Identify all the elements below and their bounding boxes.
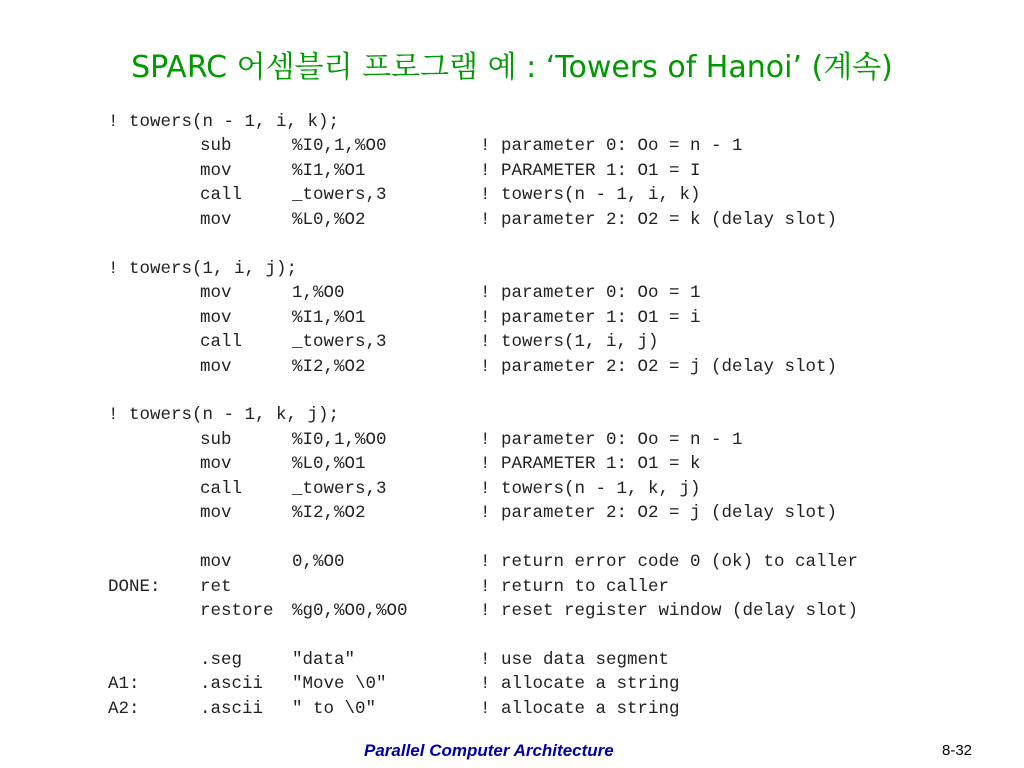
- code-line: [0, 208, 1024, 232]
- code-operands: %I1,%O1: [292, 307, 366, 328]
- code-operands: "data": [292, 649, 356, 670]
- code-line: [0, 428, 1024, 452]
- code-opcode: mov: [200, 283, 232, 304]
- page-number: 8-32: [942, 742, 973, 759]
- slide-title: SPARC 어셈블리 프로그램 예 : ‘Towers of Hanoi’ (계속): [131, 50, 893, 85]
- code-opcode: call: [200, 478, 243, 499]
- code-operands: %I2,%O2: [292, 356, 366, 377]
- code-line: [0, 648, 1024, 672]
- code-opcode: .seg: [200, 649, 243, 670]
- code-comment: ! parameter 2: O2 = k (delay slot): [480, 209, 838, 230]
- code-comment: ! parameter 2: O2 = j (delay slot): [480, 356, 838, 377]
- code-comment: ! return to caller: [480, 576, 670, 597]
- code-opcode: mov: [200, 503, 232, 524]
- code-label: A1:: [108, 674, 140, 695]
- code-operands: %I2,%O2: [292, 503, 366, 524]
- code-line: [0, 672, 1024, 696]
- code-line: [0, 526, 1024, 550]
- code-operands: 0,%O0: [292, 552, 345, 573]
- code-opcode: sub: [200, 429, 232, 450]
- code-line: [0, 477, 1024, 501]
- code-line: [0, 306, 1024, 330]
- code-line: [0, 452, 1024, 476]
- code-comment: ! parameter 0: Oo = n - 1: [480, 136, 743, 157]
- code-comment: ! return error code 0 (ok) to caller: [480, 552, 859, 573]
- code-comment: ! allocate a string: [480, 698, 680, 719]
- code-opcode: mov: [200, 160, 232, 181]
- code-line: [0, 355, 1024, 379]
- footer-course-name: Parallel Computer Architecture: [364, 741, 614, 760]
- code-operands: " to \0": [292, 698, 377, 719]
- code-comment: ! allocate a string: [480, 674, 680, 695]
- code-opcode: mov: [200, 454, 232, 475]
- code-operands: _towers,3: [292, 185, 387, 206]
- code-label: ! towers(n - 1, i, k);: [108, 112, 340, 132]
- code-operands: %L0,%O2: [292, 209, 366, 230]
- code-operands: %L0,%O1: [292, 454, 366, 475]
- code-line: [0, 281, 1024, 305]
- code-operands: 1,%O0: [292, 283, 345, 304]
- code-opcode: mov: [200, 307, 232, 328]
- code-operands: _towers,3: [292, 478, 387, 499]
- code-opcode: restore: [200, 601, 274, 621]
- code-operands: "Move \0": [292, 674, 387, 695]
- code-comment: ! reset register window (delay slot): [480, 601, 859, 621]
- code-comment: ! parameter 2: O2 = j (delay slot): [480, 503, 838, 524]
- code-comment: ! PARAMETER 1: O1 = I: [480, 160, 701, 181]
- code-label: DONE:: [108, 576, 161, 597]
- code-line: [0, 183, 1024, 207]
- code-line: [0, 697, 1024, 721]
- code-opcode: mov: [200, 356, 232, 377]
- code-opcode: .ascii: [200, 674, 264, 695]
- code-line: [0, 330, 1024, 354]
- code-opcode: call: [200, 185, 243, 206]
- code-operands: %g0,%O0,%O0: [292, 601, 408, 621]
- code-line: [0, 257, 1024, 281]
- code-line: [0, 159, 1024, 183]
- code-opcode: call: [200, 332, 243, 353]
- code-comment: ! use data segment: [480, 649, 670, 670]
- code-line: [0, 232, 1024, 256]
- code-line: [0, 403, 1024, 427]
- code-line: [0, 134, 1024, 158]
- code-line: [0, 623, 1024, 647]
- code-line: [0, 379, 1024, 403]
- code-label: ! towers(1, i, j);: [108, 258, 298, 279]
- code-line: [0, 550, 1024, 574]
- code-line: [0, 110, 1024, 134]
- code-opcode: mov: [200, 552, 232, 573]
- code-line: [0, 599, 1024, 623]
- code-opcode: ret: [200, 576, 232, 597]
- code-line: [0, 575, 1024, 599]
- code-label: A2:: [108, 698, 140, 719]
- code-comment: ! towers(1, i, j): [480, 332, 659, 353]
- code-label: ! towers(n - 1, k, j);: [108, 405, 340, 426]
- code-comment: ! parameter 0: Oo = n - 1: [480, 429, 743, 450]
- code-operands: %I0,1,%O0: [292, 136, 387, 157]
- code-comment: ! towers(n - 1, i, k): [480, 185, 701, 206]
- code-opcode: sub: [200, 136, 232, 157]
- code-comment: ! towers(n - 1, k, j): [480, 478, 701, 499]
- code-opcode: .ascii: [200, 698, 264, 719]
- code-comment: ! PARAMETER 1: O1 = k: [480, 454, 701, 475]
- code-comment: ! parameter 1: O1 = i: [480, 307, 701, 328]
- code-operands: %I0,1,%O0: [292, 429, 387, 450]
- code-opcode: mov: [200, 209, 232, 230]
- code-line: [0, 501, 1024, 525]
- code-operands: _towers,3: [292, 332, 387, 353]
- code-comment: ! parameter 0: Oo = 1: [480, 283, 701, 304]
- code-operands: %I1,%O1: [292, 160, 366, 181]
